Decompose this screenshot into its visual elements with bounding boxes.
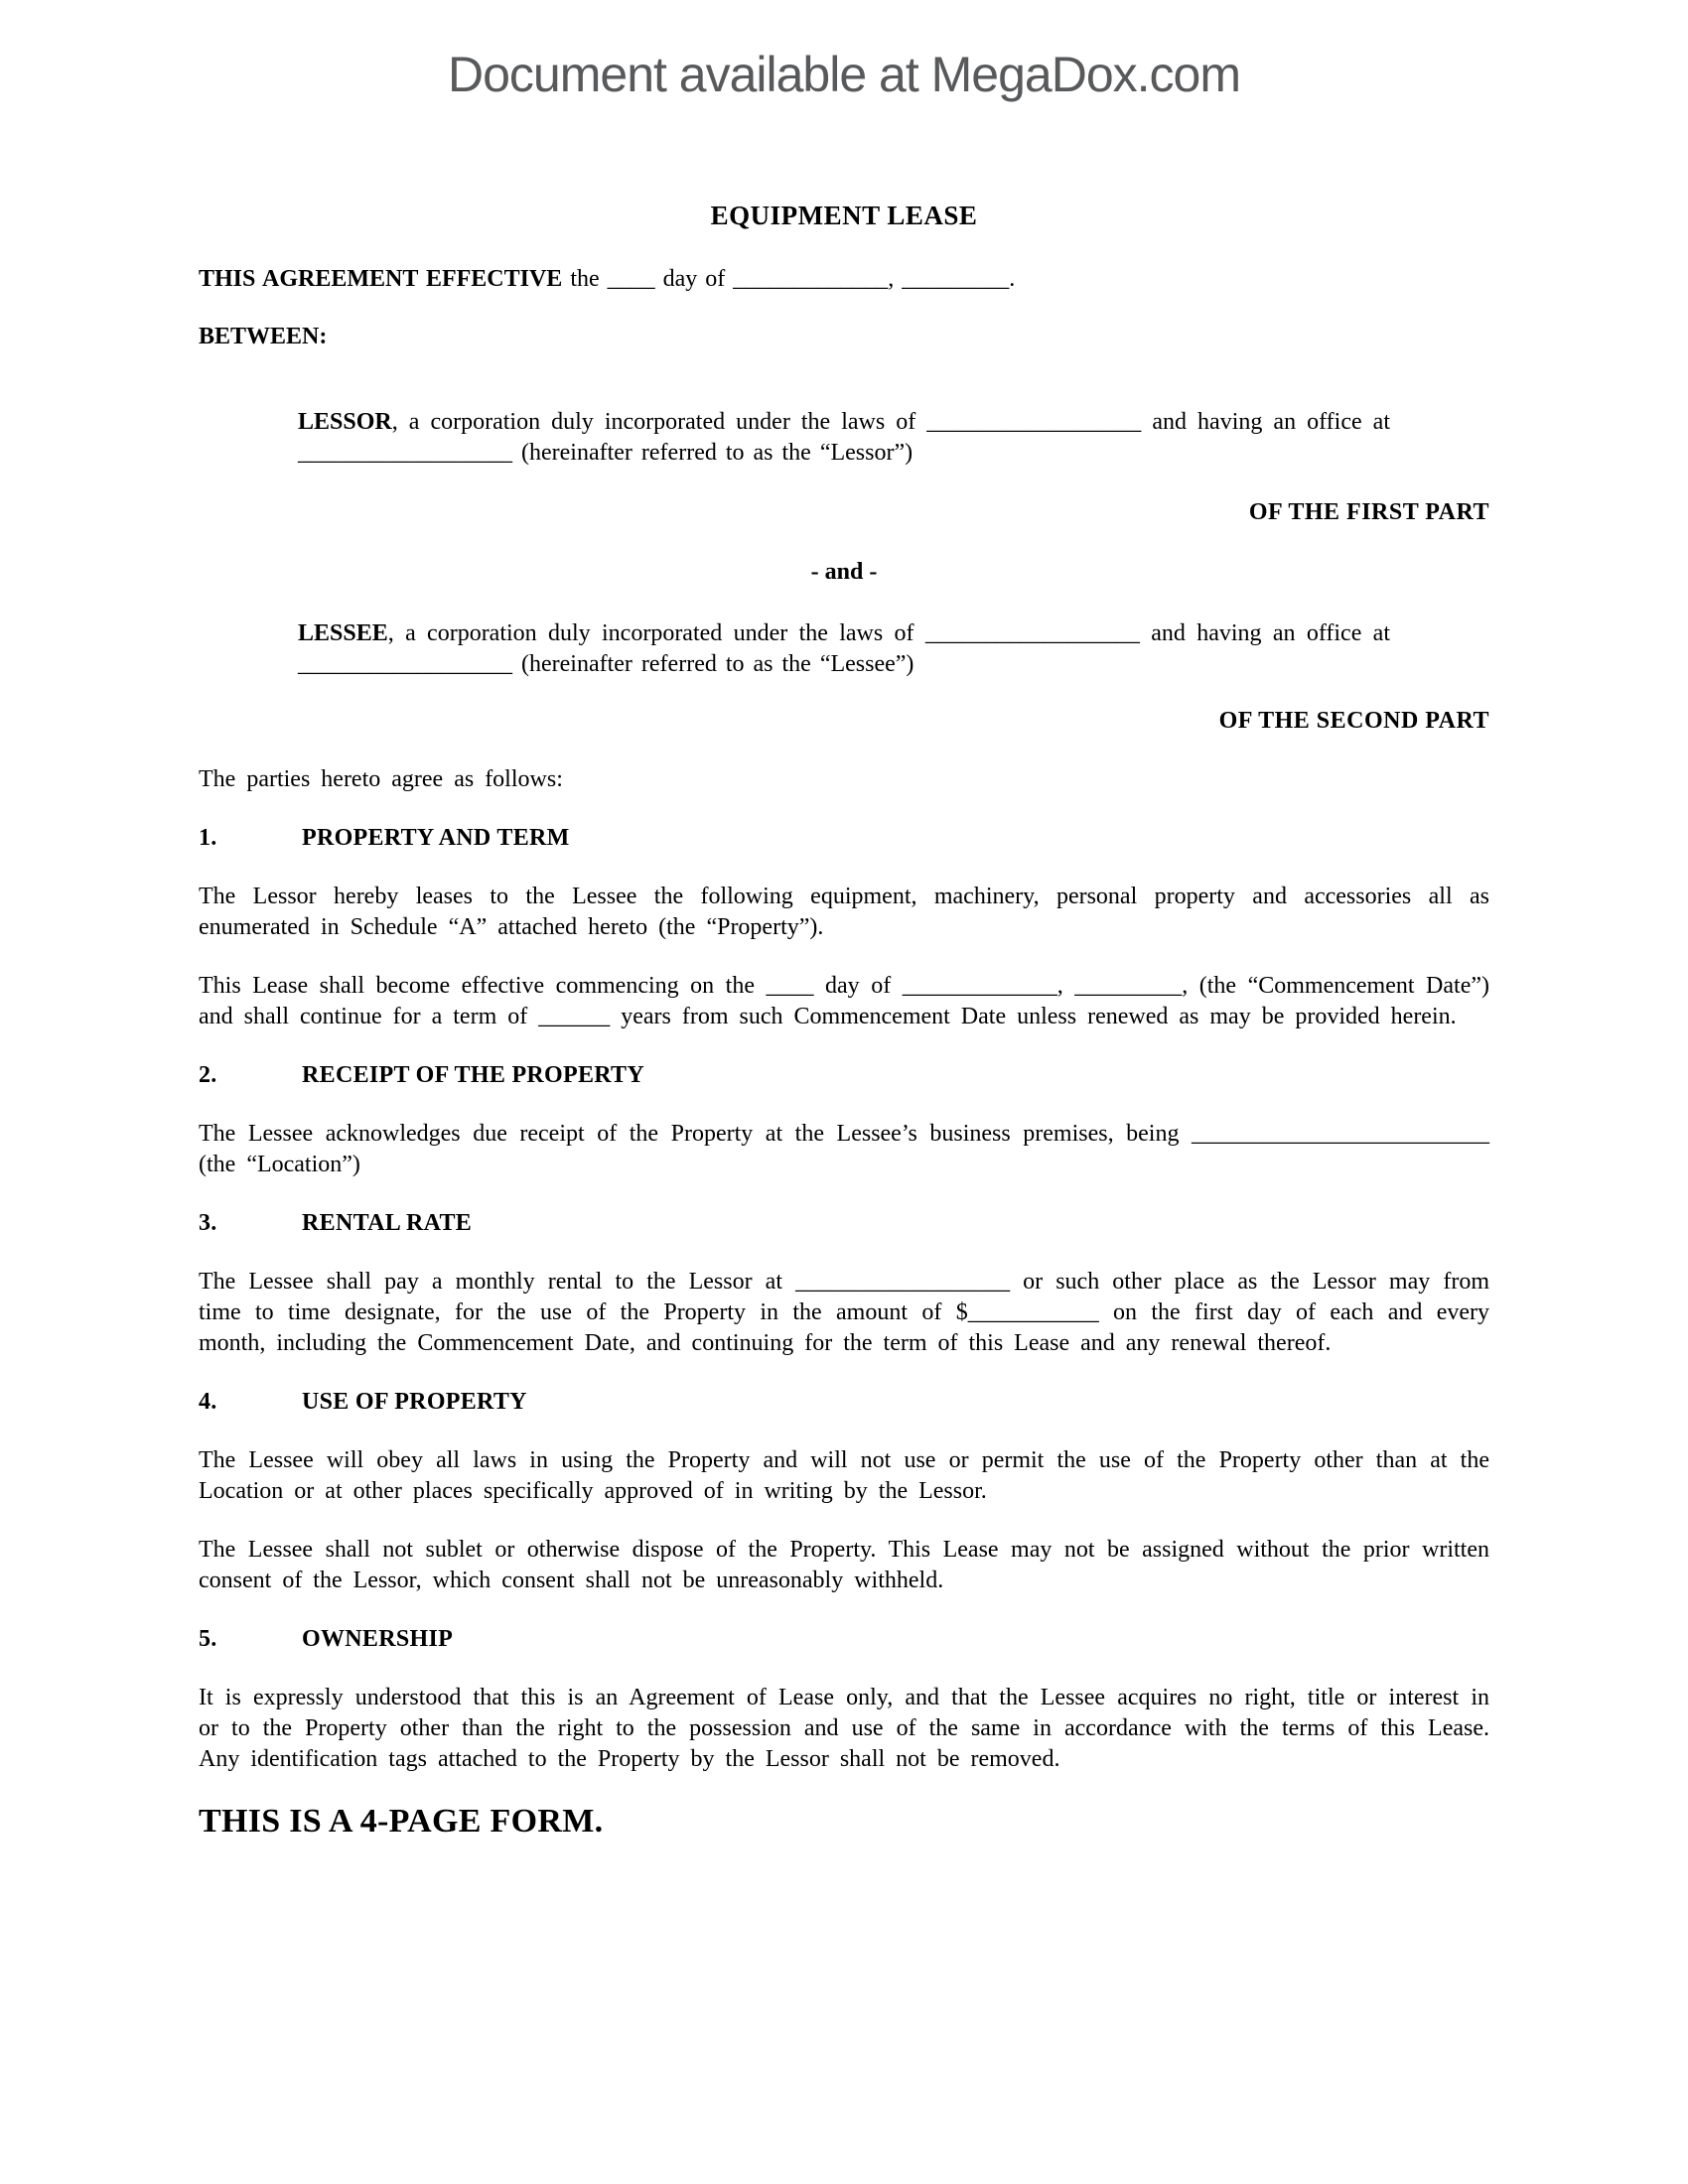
section-4-paragraph-1: The Lessee will obey all laws in using the Property and will not use or permit the use of the Property other than at the Location or at other places specifically approved of in writing by the Lessor. bbox=[199, 1447, 1489, 1504]
lessee-clause bbox=[298, 618, 1390, 680]
section-title: OWNERSHIP bbox=[302, 1626, 454, 1652]
of-the-second-part-label: OF THE SECOND PART bbox=[1218, 708, 1489, 734]
between-label: BETWEEN: bbox=[199, 324, 328, 349]
section-heading-rental-rate bbox=[199, 1208, 1489, 1239]
lessor-clause bbox=[298, 407, 1390, 469]
section-5-paragraph-1: It is expressly understood that this is an Agreement of Lease only, and that the Lessee acquires no right, title or interest in or to the Property other than the right to the possession and use of the same in accordance with the terms of this Lease. Any identification tags attached to the Property by the Lessor shall not be removed. bbox=[199, 1685, 1489, 1772]
section-title: PROPERTY AND TERM bbox=[302, 825, 570, 851]
agreement-effective-label: THIS AGREEMENT EFFECTIVE bbox=[199, 266, 563, 292]
agreement-effective-blanks: the ____ day of _____________, _________. bbox=[562, 266, 1016, 292]
section-number: 3. bbox=[199, 1210, 217, 1236]
section-4-paragraph-2: The Lessee shall not sublet or otherwise dispose of the Property. This Lease may not be assigned without the prior written consent of the Lessor, which consent shall not be unreasonably withheld. bbox=[199, 1537, 1489, 1593]
and-separator: - and - bbox=[810, 559, 878, 585]
lessor-clause-text: , a corporation duly incorporated under the laws of __________________ and having an office at __________________ (hereinafter referred to as the “Lessor”) bbox=[298, 409, 1390, 466]
agreement-effective-line bbox=[199, 264, 1489, 295]
section-1-paragraph-1: The Lessor hereby leases to the Lessee the following equipment, machinery, personal property and accessories all as enumerated in Schedule “A” attached hereto (the “Property”). bbox=[199, 884, 1489, 940]
section-number: 2. bbox=[199, 1062, 217, 1088]
section-heading-property-and-term bbox=[199, 823, 1489, 854]
lessee-clause-text: , a corporation duly incorporated under the laws of __________________ and having an office at __________________ (hereinafter referred to as the “Lessee”) bbox=[298, 620, 1390, 677]
document-title: EQUIPMENT LEASE bbox=[710, 201, 978, 230]
section-heading-use-of-property bbox=[199, 1387, 1489, 1418]
section-heading-receipt-of-property bbox=[199, 1060, 1489, 1091]
section-number: 5. bbox=[199, 1626, 217, 1652]
section-1-paragraph-2: This Lease shall become effective commencing on the ____ day of _____________, _________, (the “Commencement Date”) and shall continue for a term of ______ years from such Commencement Date unless renewed as may be provided herein. bbox=[199, 973, 1489, 1029]
page-count-notice: THIS IS A 4-PAGE FORM. bbox=[199, 1803, 604, 1840]
watermark-banner: Document available at MegaDox.com bbox=[448, 47, 1240, 102]
section-3-paragraph-1: The Lessee shall pay a monthly rental to the Lessor at __________________ or such other place as the Lessor may from time to time designate, for the use of the Property in the amount of $___________ on the first day of each and every month, including the Commencement Date, and continuing for the term of this Lease and any renewal thereof. bbox=[199, 1269, 1489, 1356]
section-2-paragraph-1: The Lessee acknowledges due receipt of the Property at the Lessee’s business premises, being _________________________ (the “Location”) bbox=[199, 1121, 1489, 1177]
section-number: 4. bbox=[199, 1389, 217, 1415]
of-the-first-part-label: OF THE FIRST PART bbox=[1248, 499, 1489, 525]
agreement-lead-in: The parties hereto agree as follows: bbox=[199, 766, 563, 792]
lessee-term: LESSEE bbox=[298, 620, 388, 646]
lessor-term: LESSOR bbox=[298, 409, 392, 435]
section-title: USE OF PROPERTY bbox=[302, 1389, 527, 1415]
section-title: RECEIPT OF THE PROPERTY bbox=[302, 1062, 644, 1088]
section-title: RENTAL RATE bbox=[302, 1210, 473, 1236]
section-heading-ownership bbox=[199, 1624, 1489, 1655]
section-number: 1. bbox=[199, 825, 217, 851]
